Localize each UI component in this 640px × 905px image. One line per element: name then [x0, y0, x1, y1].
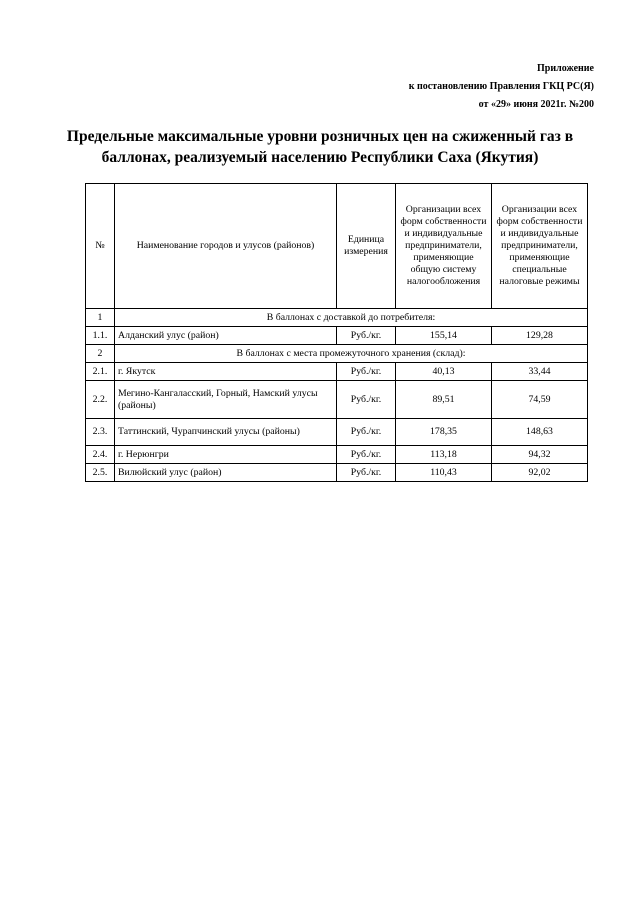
row-price-general: 113,18	[396, 446, 492, 464]
row-price-special: 74,59	[492, 381, 588, 419]
table-row	[86, 446, 588, 464]
section-label: В баллонах с доставкой до потребителя:	[115, 309, 588, 327]
row-price-special: 129,28	[492, 327, 588, 345]
table-header-row	[86, 184, 588, 309]
row-unit: Руб./кг.	[337, 381, 396, 419]
row-num: 1.1.	[86, 327, 115, 345]
row-num: 2.2.	[86, 381, 115, 419]
row-num: 2.1.	[86, 363, 115, 381]
section-row	[86, 309, 588, 327]
row-price-general: 178,35	[396, 419, 492, 446]
appendix-resolution: к постановлению Правления ГКЦ РС(Я)	[408, 81, 594, 92]
row-num: 2.4.	[86, 446, 115, 464]
appendix-label: Приложение	[537, 63, 594, 74]
row-unit: Руб./кг.	[337, 327, 396, 345]
row-price-special: 92,02	[492, 464, 588, 482]
table-row	[86, 327, 588, 345]
row-unit: Руб./кг.	[337, 464, 396, 482]
appendix-date: от «29» июня 2021г. №200	[478, 99, 594, 110]
section-row	[86, 345, 588, 363]
row-price-special: 94,32	[492, 446, 588, 464]
header-num: №	[86, 184, 115, 309]
header-name: Наименование городов и улусов (районов)	[115, 184, 337, 309]
header-unit: Единица измерения	[337, 184, 396, 309]
header-price-special: Организации всех форм собственности и индивидуальные предприниматели, применяющие специальные налоговые режимы	[492, 184, 588, 309]
row-name: Алданский улус (район)	[115, 327, 337, 345]
row-unit: Руб./кг.	[337, 419, 396, 446]
document-title: Предельные максимальные уровни розничных цен на сжиженный газ в баллонах, реализуемый населению Республики Саха (Якутия)	[66, 128, 574, 166]
row-name: Вилюйский улус (район)	[115, 464, 337, 482]
table-row	[86, 381, 588, 419]
header-price-general: Организации всех форм собственности и индивидуальные предприниматели, применяющие общую систему налогообложения	[396, 184, 492, 309]
row-name: Таттинский, Чурапчинский улусы (районы)	[115, 419, 337, 446]
section-num: 2	[86, 345, 115, 363]
row-price-special: 148,63	[492, 419, 588, 446]
appendix-block	[409, 60, 594, 114]
table-row	[86, 464, 588, 482]
section-label: В баллонах с места промежуточного хранения (склад):	[115, 345, 588, 363]
row-name: г. Нерюнгри	[115, 446, 337, 464]
price-table	[85, 183, 588, 482]
row-price-general: 89,51	[396, 381, 492, 419]
row-price-special: 33,44	[492, 363, 588, 381]
table-row	[86, 363, 588, 381]
row-price-general: 40,13	[396, 363, 492, 381]
row-name: Мегино-Кангаласский, Горный, Намский улусы (районы)	[115, 381, 337, 419]
row-name: г. Якутск	[115, 363, 337, 381]
row-price-general: 155,14	[396, 327, 492, 345]
row-num: 2.5.	[86, 464, 115, 482]
row-num: 2.3.	[86, 419, 115, 446]
row-price-general: 110,43	[396, 464, 492, 482]
table-row	[86, 419, 588, 446]
row-unit: Руб./кг.	[337, 446, 396, 464]
row-unit: Руб./кг.	[337, 363, 396, 381]
section-num: 1	[86, 309, 115, 327]
